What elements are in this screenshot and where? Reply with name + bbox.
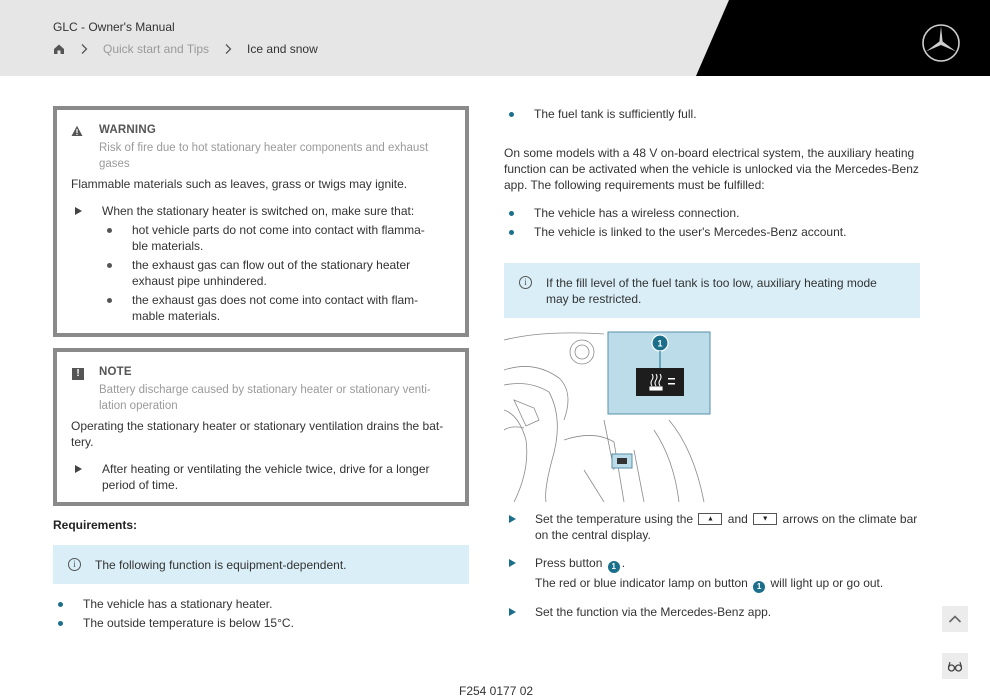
note-box [53,348,469,506]
header-bar [0,0,990,76]
step-set-temperature [535,511,917,527]
warning-bullet-line: ble materials. [132,239,204,253]
requirement-bullet: The vehicle has a stationary heater. [83,597,273,611]
bullet-icon [509,230,514,235]
bullet-icon [58,602,63,607]
step-text: The red or blue indicator lamp on button [535,576,748,590]
callout-badge-icon: 1 [608,561,620,573]
step-text: arrows on the climate bar [782,512,918,526]
instruction-arrow-icon [75,465,82,473]
warning-subtitle-line: gases [99,158,130,170]
warning-bullet-line: the exhaust gas can flow out of the stationary heater [132,258,411,272]
up-arrow-icon: ▲ [706,515,714,523]
note-statement-line: Operating the stationary heater or stationary ventilation drains the bat- [71,419,444,433]
requirements-heading: Requirements: [53,518,138,532]
warning-triangle-icon [71,125,83,137]
temperature-down-key [753,513,777,525]
equipment-info-text: The following function is equipment-dependent. [95,558,347,572]
dashboard-illustration [504,330,714,502]
note-instruction-line: period of time. [102,478,179,492]
fuel-tank-bullet: The fuel tank is sufficiently full. [534,107,697,121]
warning-bullet-line: the exhaust gas does not come into contact with flam- [132,293,419,307]
warning-instruction: When the stationary heater is switched on, make sure that: [102,204,415,218]
chevron-right-icon [79,43,89,55]
step-text: Set the temperature using the [535,512,694,526]
manual-title: GLC - Owner's Manual [53,20,175,34]
paragraph-line: function can be activated when the vehicle is unlocked via the Mercedes-Benz [504,162,919,176]
info-icon: i [68,558,81,571]
fuel-info-box [504,263,920,318]
breadcrumb-section-link[interactable]: Quick start and Tips [103,42,210,56]
fuel-info-line: may be restricted. [546,292,642,306]
warning-bullet-line: mable materials. [132,309,221,323]
warning-bullet-line: hot vehicle parts do not come into contact with flamma- [132,223,425,237]
figure-code: F254 0177 02 [459,684,534,698]
bullet-icon [107,298,112,303]
step-text: on the central display. [535,528,651,542]
chevron-right-icon [223,43,233,55]
step-press-button [535,555,625,573]
breadcrumb [53,42,318,56]
callout-badge-icon: 1 [753,581,765,593]
scroll-to-top-button[interactable] [942,606,968,632]
paragraph-line: On some models with a 48 V on-board electrical system, the auxiliary heating [504,146,915,160]
warning-subtitle-line: Risk of fire due to hot stationary heater components and exhaust [99,142,429,154]
fuel-info-line: If the fill level of the fuel tank is too low, auxiliary heating mode [546,276,877,290]
bullet-icon [509,211,514,216]
instruction-arrow-icon [509,559,516,567]
bullet-icon [58,621,63,626]
warning-statement: Flammable materials such as leaves, grass or twigs may ignite. [71,177,408,191]
note-statement-line: tery. [71,435,94,449]
step-app: Set the function via the Mercedes-Benz app. [535,605,772,619]
requirement-bullet: The vehicle has a wireless connection. [534,206,740,220]
note-instruction-line: After heating or ventilating the vehicle twice, drive for a longer [102,462,430,476]
instruction-arrow-icon [509,608,516,616]
note-exclamation-icon: ! [72,368,84,380]
info-icon: i [519,276,532,289]
warning-box [53,106,469,337]
paragraph-line: app. The following requirements must be fulfilled: [504,178,765,192]
chevron-up-icon [948,614,962,624]
warning-bullet-line: exhaust pipe unhindered. [132,274,267,288]
down-arrow-icon: ▼ [761,515,769,523]
step-text: Press button [535,556,603,570]
step-text: . [621,556,626,570]
bullet-icon [107,263,112,268]
step-text: will light up or go out. [770,576,884,590]
bullet-icon [107,228,112,233]
mercedes-star-icon [921,23,961,63]
equipment-info-box [53,545,469,584]
reading-mode-button[interactable] [942,653,968,679]
header-black-panel [0,0,990,76]
reading-glasses-icon [947,660,963,672]
step-result [535,575,883,593]
note-subtitle-line: lation operation [99,400,178,412]
instruction-arrow-icon [509,515,516,523]
breadcrumb-current: Ice and snow [247,42,318,56]
bullet-icon [509,112,514,117]
warning-title: WARNING [99,124,156,136]
note-title: NOTE [99,366,132,378]
instruction-arrow-icon [75,207,82,215]
requirement-bullet: The outside temperature is below 15°C. [83,616,294,630]
note-subtitle-line: Battery discharge caused by stationary heater or stationary venti- [99,384,431,396]
requirement-bullet: The vehicle is linked to the user's Mercedes-Benz account. [534,225,847,239]
figure-callout-number: 1 [657,338,663,349]
temperature-up-key [698,513,722,525]
step-text: and [727,512,748,526]
home-icon[interactable] [53,43,65,55]
